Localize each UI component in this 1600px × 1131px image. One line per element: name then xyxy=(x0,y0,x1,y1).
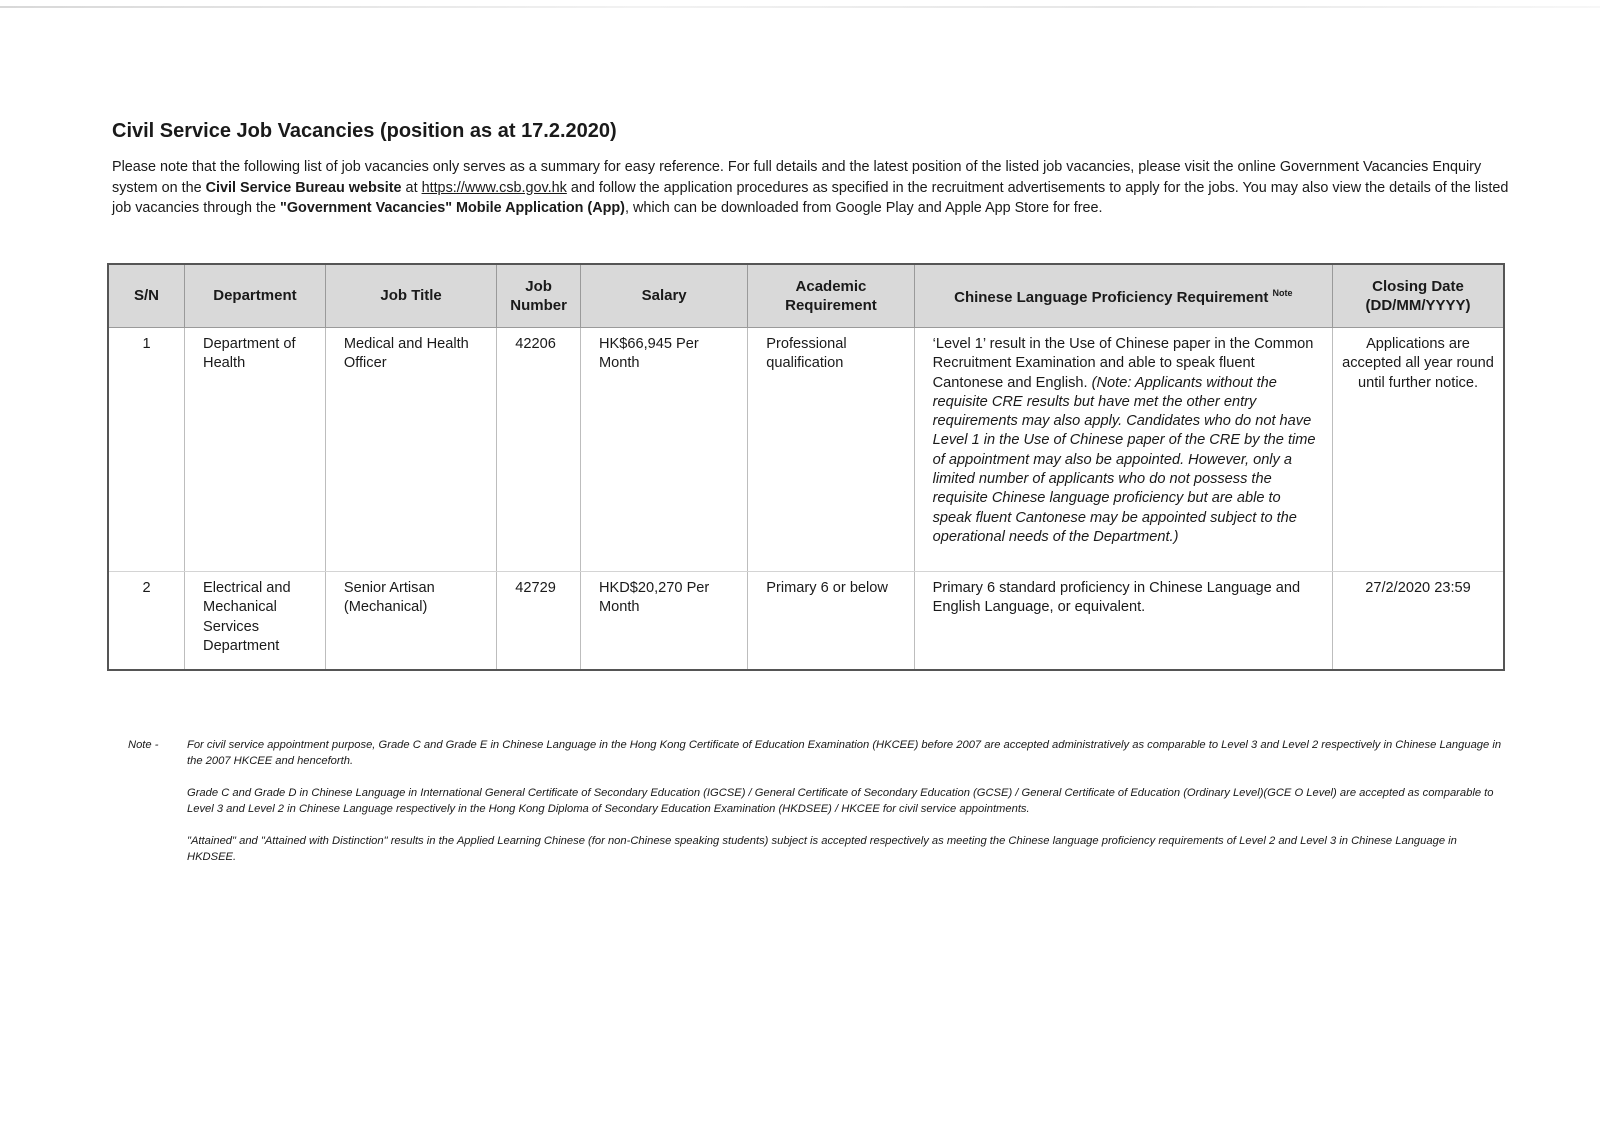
intro-text-1: Please note that the following list of job vacancies only serves as a summary for easy reference. For full details and the latest position of the listed job vacancies, please visit the online Government Vacancies Enquiry system on the xyxy=(112,159,1482,196)
header-salary: Salary xyxy=(580,264,747,328)
intro-text-3: and follow the application procedures as specified in the recruitment advertisements to apply for the jobs. You may also view the details of the listed job vacancies through the xyxy=(112,179,1509,216)
cell-sn: 1 xyxy=(108,328,185,572)
header-chinese-note-marker: Note xyxy=(1272,288,1293,299)
cell-salary: HK$66,945 Per Month xyxy=(580,328,747,572)
header-academic: Academic Requirement xyxy=(748,264,914,328)
note-paragraph: "Attained" and "Attained with Distinction" results in the Applied Learning Chinese (for non-Chinese speaking students) subject is accepted respectively as meeting the Chinese language proficiency requirements of Level 2 and Level 3 in Chinese Language in HKDSEE. xyxy=(187,835,1457,863)
cell-salary: HKD$20,270 Per Month xyxy=(580,572,747,671)
chinese-requirement-note: (Note: Applicants without the requisite CRE results but have met the other entry requirements may also apply. Candidates who do not have Level 1 in the Use of Chinese paper of the CRE by the time of appointment may also be appointed. However, only a limited number of applicants who do not possess the requisite Chinese language proficiency but are able to speak fluent Cantonese may be appointed subject to the operational needs of the Department.) xyxy=(932,374,1316,545)
cell-chinese-requirement xyxy=(914,572,1332,671)
chinese-requirement-text: Primary 6 standard proficiency in Chinese Language and English Language, or equivalent. xyxy=(932,580,1301,616)
note-paragraph: Grade C and Grade D in Chinese Language in International General Certificate of Secondary Education (IGCSE) / General Certificate of Secondary Education (GCSE) / General Certificate of Education (Ordinary Level)(GCE O Level) are accepted as comparable to Level 3 and Level 2 in Chinese Language respectively in the Hong Kong Diploma of Secondary Education Examination (HKDSEE) / HKCEE for civil service appointments. xyxy=(187,787,1494,815)
cell-closing-date: 27/2/2020 23:59 xyxy=(1333,572,1504,671)
header-closing-date: Closing Date (DD/MM/YYYY) xyxy=(1333,264,1504,328)
header-job-title: Job Title xyxy=(325,264,496,328)
table-header-row xyxy=(108,264,1504,328)
chinese-requirement-text: ‘Level 1’ result in the Use of Chinese paper in the Common Recruitment Examination and able to speak fluent Cantonese and English. xyxy=(932,336,1314,391)
cell-academic: Primary 6 or below xyxy=(748,572,914,671)
cell-closing-date: Applications are accepted all year round until further notice. xyxy=(1333,328,1504,572)
header-chinese xyxy=(914,264,1332,328)
header-chinese-label: Chinese Language Proficiency Requirement xyxy=(954,289,1269,307)
intro-text-4: , which can be downloaded from Google Play and Apple App Store for free. xyxy=(624,200,1103,216)
header-job-number: Job Number xyxy=(497,264,581,328)
cell-department: Department of Health xyxy=(185,328,326,572)
cell-job-title: Medical and Health Officer xyxy=(325,328,496,572)
table-row xyxy=(108,572,1504,671)
vacancies-table xyxy=(107,263,1505,671)
cell-academic: Professional qualification xyxy=(748,328,914,572)
note-paragraph: For civil service appointment purpose, Grade C and Grade E in Chinese Language in the Hong Kong Certificate of Education Examination (HKCEE) before 2007 are accepted administratively as comparable to Level 3 and Level 2 respectively in Chinese Language in the 2007 HKCEE and henceforth. xyxy=(187,739,1502,767)
table-row xyxy=(108,328,1504,572)
cell-job-title: Senior Artisan (Mechanical) xyxy=(325,572,496,671)
csb-website-label: Civil Service Bureau website xyxy=(205,179,402,196)
cell-job-number: 42206 xyxy=(497,328,581,572)
cell-sn: 2 xyxy=(108,572,185,671)
scan-edge-line xyxy=(0,6,1600,8)
intro-text-2: at xyxy=(401,179,422,196)
mobile-app-label: "Government Vacancies" Mobile Application (App) xyxy=(280,200,625,216)
header-sn: S/N xyxy=(108,264,185,328)
csb-website-link[interactable]: https://www.csb.gov.hk xyxy=(421,179,567,196)
header-department: Department xyxy=(185,264,326,328)
cell-job-number: 42729 xyxy=(497,572,581,671)
page-title: Civil Service Job Vacancies (position as at 17.2.2020) xyxy=(112,120,617,142)
notes-label: Note - xyxy=(128,739,159,751)
cell-chinese-requirement xyxy=(914,328,1332,572)
notes-section xyxy=(128,737,1508,881)
cell-department: Electrical and Mechanical Services Department xyxy=(185,572,326,671)
intro-paragraph xyxy=(112,157,1512,219)
